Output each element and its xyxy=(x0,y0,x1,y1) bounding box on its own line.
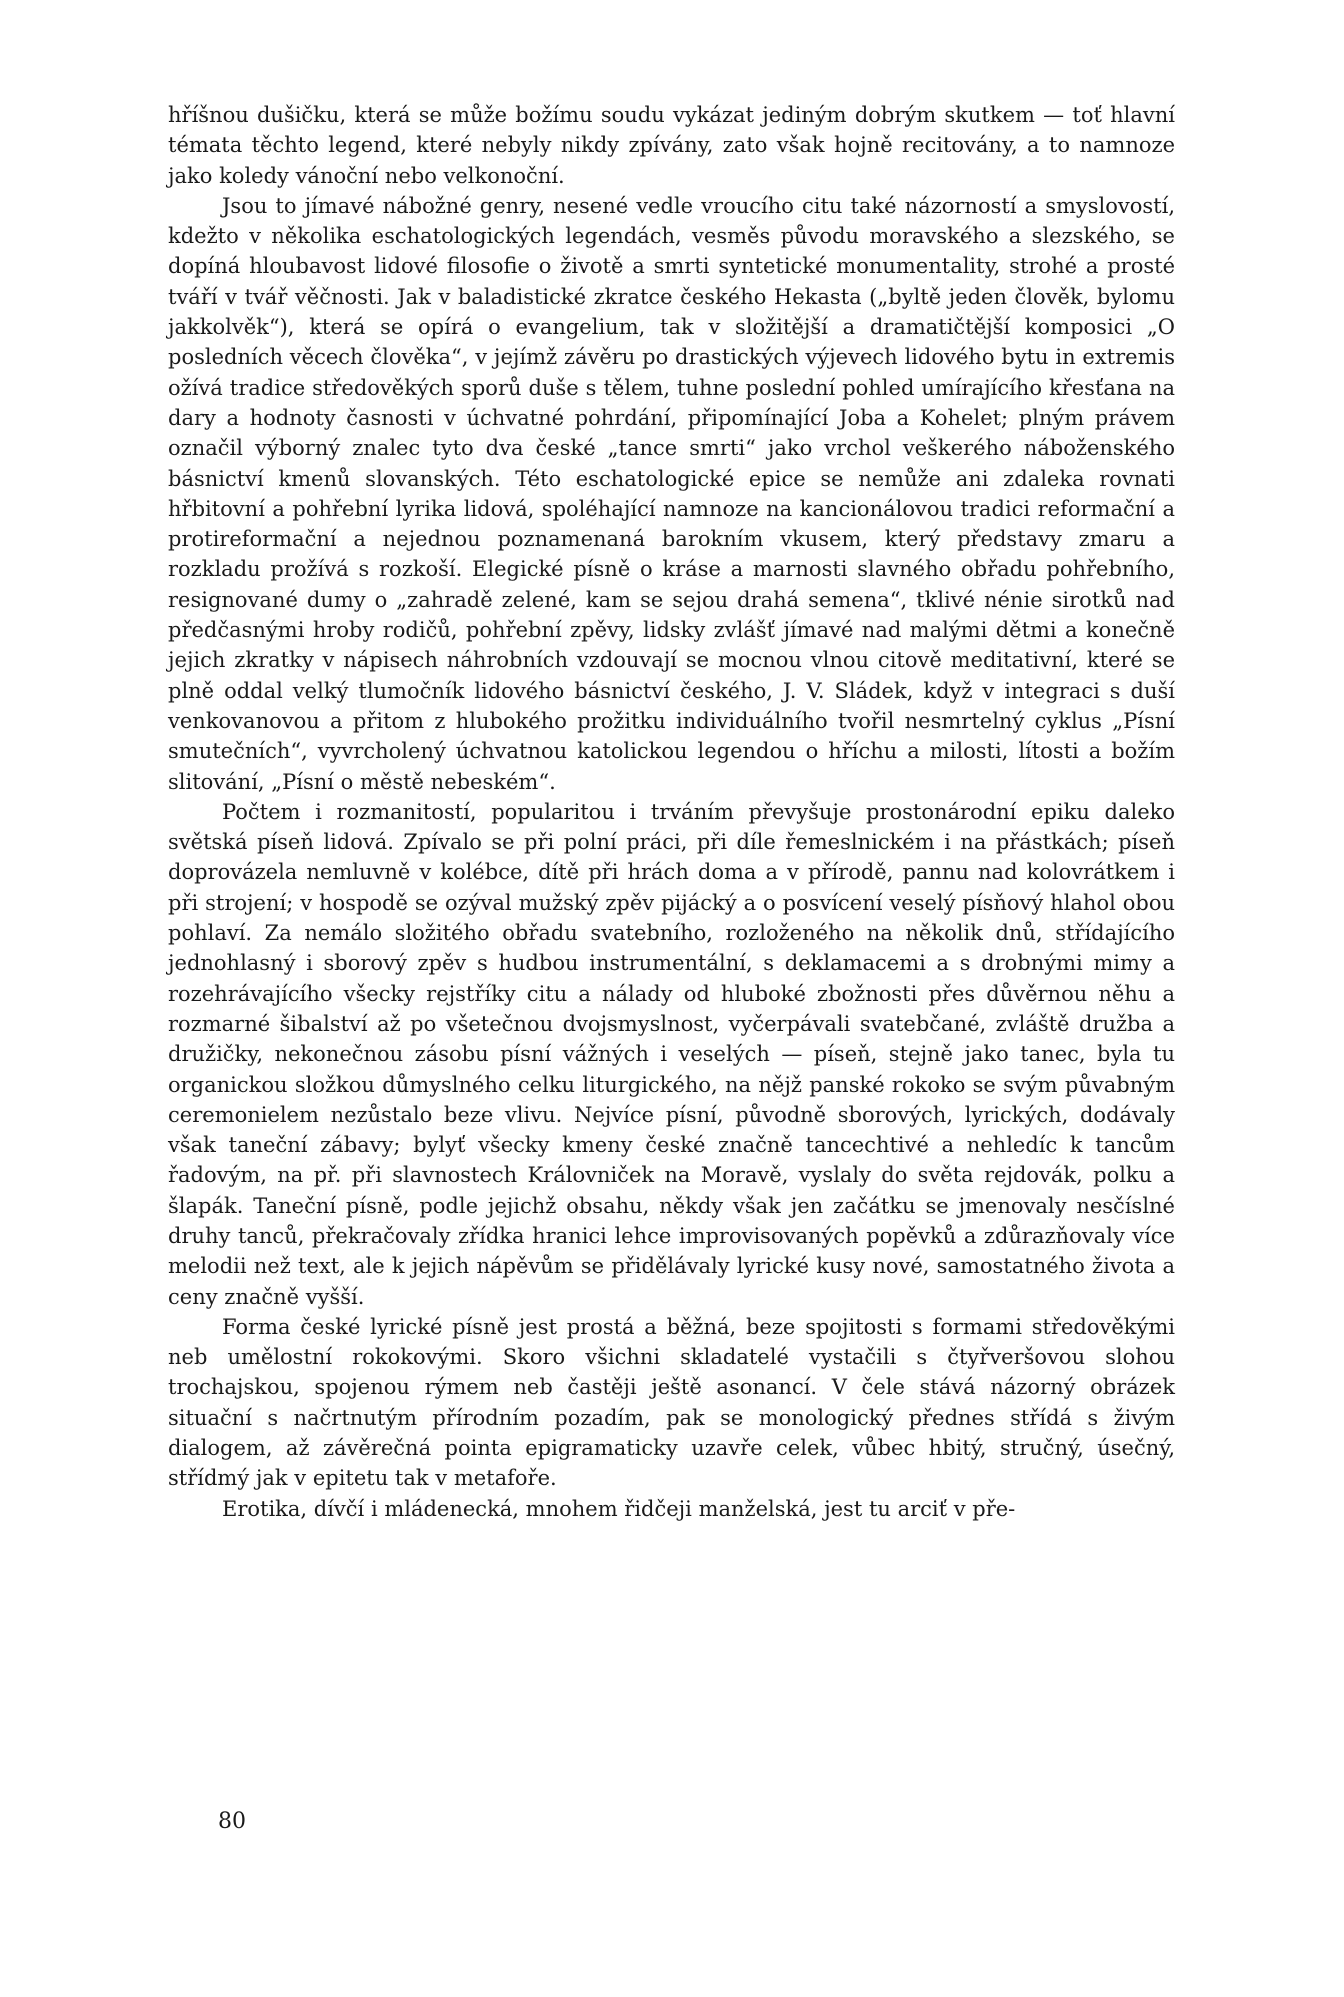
paragraph-lyric-form: Forma české lyrické písně jest prostá a běžná, beze spojitosti s formami středověkými neb umělostní rokokovými. Skoro všichni skladatelé vystačili s čtyřveršovou slohou trochajskou, spojenou rýmem neb častěji ještě asonancí. V čele stává názorný obrázek situační s načrtnutým přírodním pozadím, pak se monologický přednes střídá s živým dialogem, až závěrečná pointa epigramaticky uzavře celek, vůbec hbitý, stručný, úsečný, střídmý jak v epitetu tak v metafoře. xyxy=(168,1314,1175,1491)
paragraph-continued: hříšnou dušičku, která se může božímu soudu vykázat jediným dobrým skutkem — toť hlavní témata těchto legend, které nebyly nikdy zpívány, zato však hojně recitovány, a to namnoze jako koledy vánoční nebo velkonoční. xyxy=(168,103,1175,188)
paragraph-secular-folk-song: Počtem i rozmanitostí, popularitou i trváním převyšuje prostonárodní epiku daleko světská píseň lidová. Zpívalo se při polní práci, při díle řemeslnickém i na přástkách; píseň doprovázela nemluvně v kolébce, dítě při hrách doma a v přírodě, pannu nad kolovrátkem i při strojení; v hospodě se ozýval mužský zpěv pijácký a o posvícení veselý písňový hlahol obou pohlaví. Za nemálo složitého obřadu svatebního, rozloženého na několik dnů, střídajícího jednohlasný i sborový zpěv s hudbou instrumentální, s deklamacemi a s drobnými mimy a rozehrávajícího všecky rejstříky citu a nálady od hluboké zbožnosti přes důvěrnou něhu a rozmarné šibalství až po všetečnou dvojsmyslnost, vyčerpávali svatebčané, zvláště družba a družičky, nekonečnou zásobu písní vážných i veselých — píseň, stejně jako tanec, byla tu organickou složkou důmyslného celku liturgického, na nějž panské rokoko se svým půvabným ceremonielem nezůstalo beze vlivu. Nejvíce písní, původně sborových, lyrických, dodávaly však taneční zábavy; bylyť všecky kmeny české značně tancechtivé a nehledíc k tancům řadovým, na př. při slavnostech Královniček na Moravě, vyslaly do světa rejdovák, polku a šlapák. Taneční písně, podle jejichž obsahu, někdy však jen začátku se jmenovaly nesčíslné druhy tanců, překračovaly zřídka hranici lehce improvisovaných popěvků a zdůrazňovaly více melodii než text, ale k jejich nápěvům se přidělávaly lyrické kusy nové, samostatného života a ceny značně vyšší. xyxy=(168,799,1175,1309)
paragraph-erotica: Erotika, dívčí i mládenecká, mnohem řidčeji manželská, jest tu arciť v pře- xyxy=(222,1496,1016,1521)
body-text xyxy=(168,100,1175,1524)
page-number: 80 xyxy=(218,1809,246,1834)
paragraph-eschatological-legends: Jsou to jímavé nábožné genry, nesené vedle vroucího citu také názorností a smyslovostí, kdežto v několika eschatologických legendách, vesměs původu moravského a slezského, se dopíná hloubavost lidové filosofie o životě a smrti syntetické monumentality, strohé a prosté tváří v tvář věčnosti. Jak v baladistické zkratce českého Hekasta („byltě jeden člověk, bylomu jakkolvěk“), která se opírá o evangelium, tak v složitější a dramatičtější komposici „O posledních věcech člověka“, v jejímž závěru po drastických výjevech lidového bytu in extremis ožívá tradice středověkých sporů duše s tělem, tuhne poslední pohled umírajícího křesťana na dary a hodnoty časnosti v úchvatné pohrdání, připomínající Joba a Kohelet; plným právem označil výborný znalec tyto dva české „tance smrti“ jako vrchol veškerého náboženského básnictví kmenů slovanských. Této eschatologické epice se nemůže ani zdaleka rovnati hřbitovní a pohřební lyrika lidová, spoléhající namnoze na kancionálovou tradici reformační a protireformační a nejednou poznamenaná barokním vkusem, který představy zmaru a rozkladu prožívá s rozkoší. Elegické písně o kráse a marnosti slavného obřadu pohřebního, resignované dumy o „zahradě zelené, kam se sejou drahá semena“, tklivé nénie sirotků nad předčasnými hroby rodičů, pohřební zpěvy, lidsky zvlášť jímavé nad malými dětmi a konečně jejich zkratky v nápisech náhrobních vzdouvají se mocnou vlnou citově meditativní, které se plně oddal velký tlumočník lidového básnictví českého, J. V. Sládek, když v integraci s duší venkovanovou a přitom z hlubokého prožitku individuálního tvořil nesmrtelný cyklus „Písní smutečních“, vyvrcholený úchvatnou katolickou legendou o hříchu a milosti, lítosti a božím slitování, „Písní o městě nebeském“. xyxy=(168,193,1175,794)
